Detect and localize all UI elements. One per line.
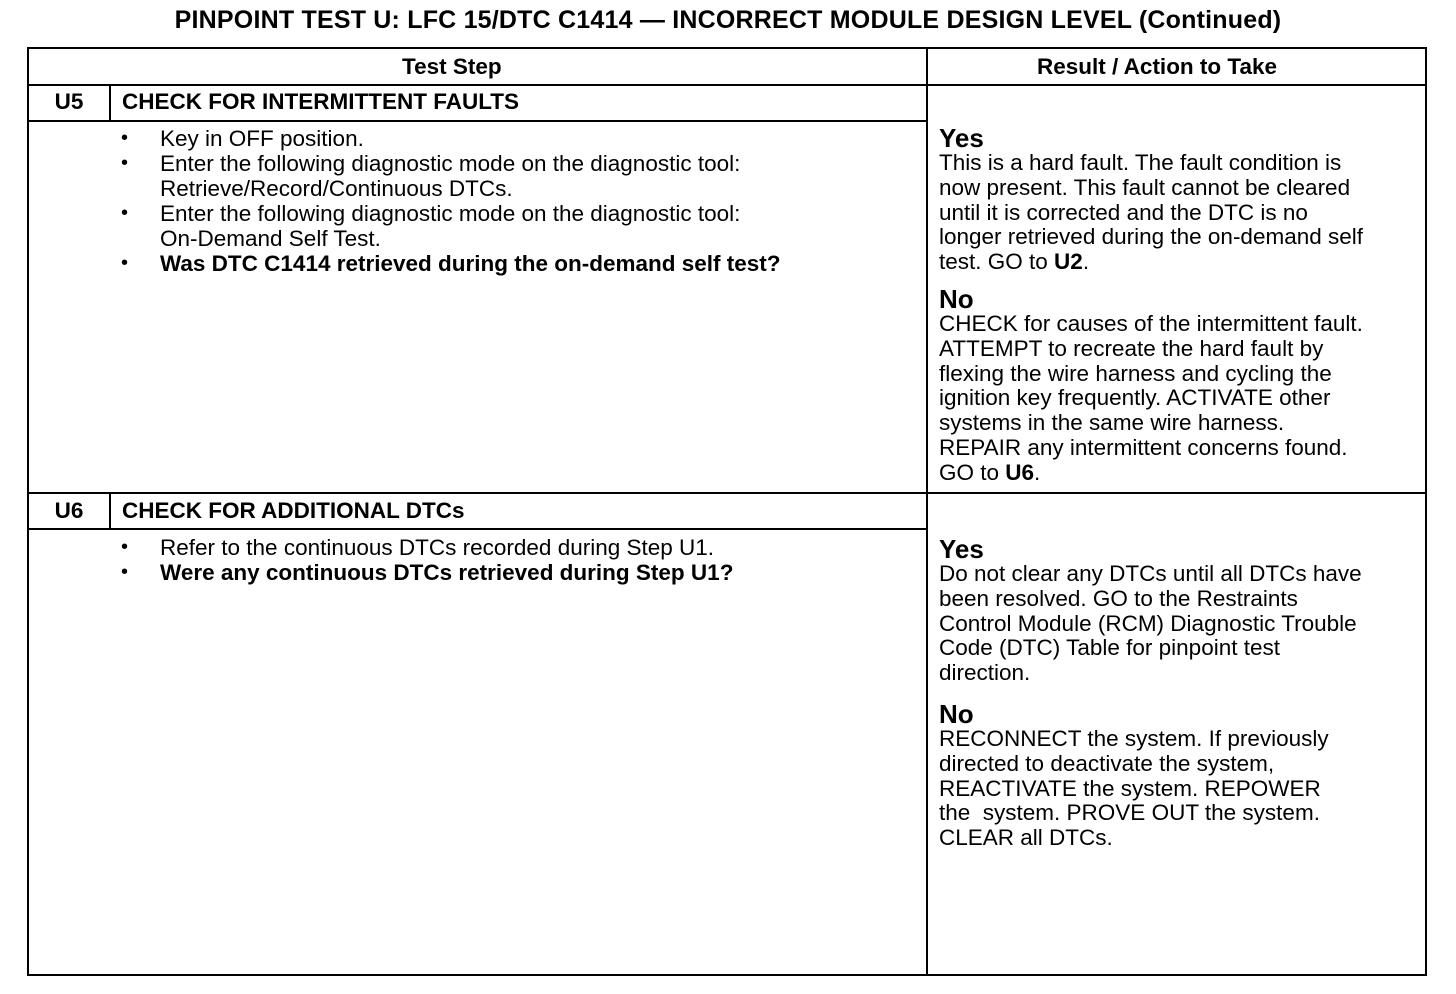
- text-line: REACTIVATE the system. REPOWER: [939, 775, 1321, 801]
- bullet-icon: •: [121, 561, 129, 583]
- text-line: REPAIR any intermittent concerns found.: [939, 434, 1348, 460]
- test-step-header: Test Step: [402, 54, 502, 79]
- u5-bullet-2-line2: Retrieve/Record/Continuous DTCs.: [160, 176, 513, 201]
- text-line: now present. This fault cannot be cleared: [939, 174, 1351, 200]
- text-line: CLEAR all DTCs.: [939, 825, 1113, 851]
- u5-bullet-1: Key in OFF position.: [160, 126, 364, 151]
- u5-no-text: [939, 312, 1427, 486]
- text-line: test. GO to U2.: [939, 249, 1090, 275]
- text-fragment: GO to: [939, 459, 1006, 485]
- u6-no-text: [939, 727, 1427, 851]
- step-heading-u5: CHECK FOR INTERMITTENT FAULTS: [122, 89, 520, 114]
- u5-heading-divider: [27, 120, 927, 122]
- u6-yes-text: [939, 562, 1427, 686]
- text-line: RECONNECT the system. If previously: [939, 726, 1329, 751]
- u5-no-label: No: [939, 284, 974, 314]
- page-title: PINPOINT TEST U: LFC 15/DTC C1414 — INCORRECT MODULE DESIGN LEVEL (Continued): [174, 6, 1282, 34]
- u6-yes-label: Yes: [939, 534, 984, 564]
- text-line: longer retrieved during the on-demand self: [939, 224, 1364, 250]
- u5-yes-text: [939, 151, 1427, 275]
- u5-question: Was DTC C1414 retrieved during the on-demand self test?: [160, 251, 781, 276]
- bullet-icon: •: [121, 252, 129, 274]
- u5-bullet-3-line1: Enter the following diagnostic mode on the diagnostic tool:: [160, 201, 741, 226]
- u6-heading-divider: [27, 528, 927, 530]
- text-line: directed to deactivate the system,: [939, 750, 1275, 776]
- u5-u6-divider: [27, 492, 1427, 494]
- text-line: Control Module (RCM) Diagnostic Trouble: [939, 610, 1357, 636]
- text-line: the system. PROVE OUT the system.: [939, 800, 1320, 826]
- text-line: CHECK for causes of the intermittent fault.: [939, 311, 1363, 336]
- text-line: GO to U6.: [939, 459, 1041, 485]
- u5-yes-label: Yes: [939, 123, 984, 153]
- column-divider: [926, 47, 928, 976]
- step-heading-u6: CHECK FOR ADDITIONAL DTCs: [122, 498, 465, 523]
- text-line: flexing the wire harness and cycling the: [939, 360, 1332, 386]
- bullet-icon: •: [121, 127, 129, 149]
- text-line: This is a hard fault. The fault condition is: [939, 150, 1342, 175]
- u6-no-label: No: [939, 699, 974, 729]
- header-divider: [27, 84, 1427, 86]
- text-line: systems in the same wire harness.: [939, 410, 1285, 436]
- bullet-icon: •: [121, 152, 129, 174]
- text-line: Do not clear any DTCs until all DTCs have: [939, 561, 1362, 586]
- goto-step-ref: U6: [1005, 459, 1035, 485]
- text-line: ATTEMPT to recreate the hard fault by: [939, 335, 1324, 361]
- u6-question: Were any continuous DTCs retrieved during Step U1?: [160, 560, 734, 585]
- bullet-icon: •: [121, 202, 129, 224]
- text-fragment: test. GO to: [939, 249, 1055, 275]
- step-id-u5: U5: [54, 89, 84, 114]
- step-id-u6: U6: [54, 498, 84, 523]
- text-line: ignition key frequently. ACTIVATE other: [939, 385, 1331, 411]
- u5-bullet-3-line2: On-Demand Self Test.: [160, 226, 381, 251]
- text-line: direction.: [939, 660, 1031, 686]
- goto-step-ref: U2: [1054, 249, 1083, 275]
- text-line: until it is corrected and the DTC is no: [939, 199, 1308, 225]
- u6-bullet-1: Refer to the continuous DTCs recorded during Step U1.: [160, 535, 715, 560]
- text-line: Code (DTC) Table for pinpoint test: [939, 635, 1280, 661]
- text-line: been resolved. GO to the Restraints: [939, 585, 1298, 611]
- bullet-icon: •: [121, 536, 129, 558]
- u5-bullet-2-line1: Enter the following diagnostic mode on the diagnostic tool:: [160, 151, 741, 176]
- result-header: Result / Action to Take: [1037, 54, 1278, 79]
